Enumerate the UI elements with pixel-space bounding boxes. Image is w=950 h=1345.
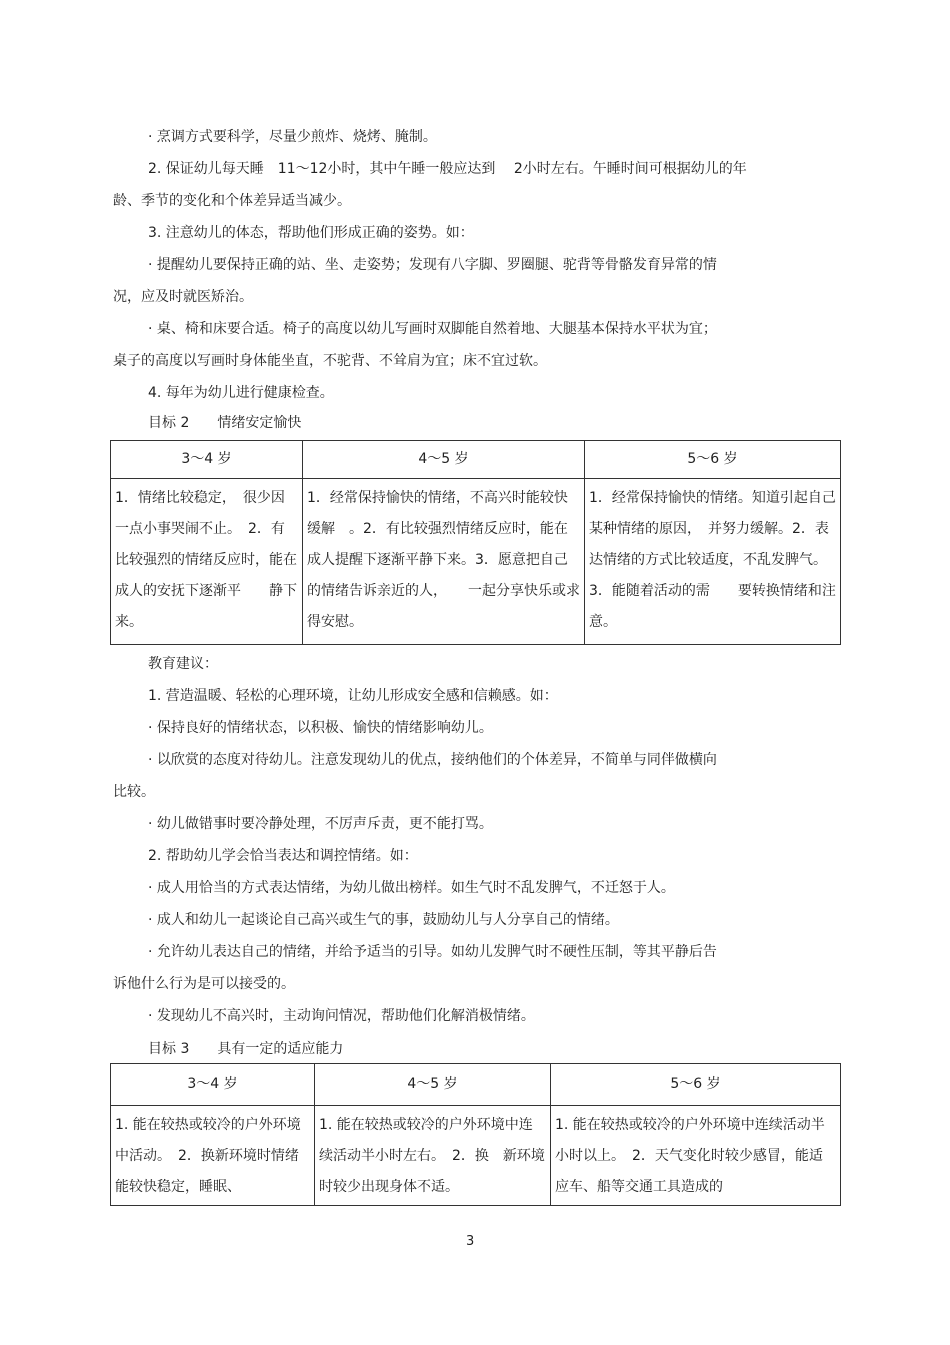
- goal-3-table: [110, 1063, 841, 1206]
- text-line: · 幼儿做错事时要冷静处理，不厉声斥责，更不能打骂。: [148, 816, 493, 832]
- table-cell: 1．经常保持愉快的情绪。知道引起自己某种情绪的原因， 并努力缓解。2．表达情绪的方式比较适度，不乱发脾气。 3．能随着活动的需 要转换情绪和注意。: [585, 479, 841, 645]
- text-line: 1. 营造温暖、轻松的心理环境，让幼儿形成安全感和信赖感。如：: [148, 688, 558, 704]
- text-line: · 保持良好的情绪状态，以积极、愉快的情绪影响幼儿。: [148, 720, 493, 736]
- text-line: 龄、季节的变化和个体差异适当减少。: [113, 193, 351, 209]
- table-cell: 1. 能在较热或较冷的户外环境中连续活动半小时左右。 2．换 新环境时较少出现身体不适。: [315, 1106, 551, 1206]
- text-line: 3. 注意幼儿的体态，帮助他们形成正确的姿势。如：: [148, 225, 474, 241]
- table-cell: 1. 能在较热或较冷的户外环境中连续活动半小时以上。 2．天气变化时较少感冒，能适应车、船等交通工具造成的: [551, 1106, 841, 1206]
- text-line: · 允许幼儿表达自己的情绪，并给予适当的引导。如幼儿发脾气时不硬性压制，等其平静后告: [148, 944, 717, 960]
- text-line: · 提醒幼儿要保持正确的站、坐、走姿势；发现有八字脚、罗圈腿、驼背等骨骼发育异常的情: [148, 257, 717, 273]
- text-line: 诉他什么行为是可以接受的。: [113, 976, 295, 992]
- table-header-age-3-4: 3～4 岁: [111, 441, 303, 479]
- table-header-age-3-4: 3～4 岁: [111, 1064, 315, 1106]
- text-line: · 烹调方式要科学，尽量少煎炸、烧烤、腌制。: [148, 129, 437, 145]
- goal-2-heading: 目标 2 情绪安定愉快: [148, 415, 302, 431]
- table-header-age-4-5: 4～5 岁: [315, 1064, 551, 1106]
- table-header-age-4-5: 4～5 岁: [303, 441, 585, 479]
- table-header-age-5-6: 5～6 岁: [585, 441, 841, 479]
- text-line: 教育建议：: [148, 656, 218, 672]
- text-line: · 成人用恰当的方式表达情绪，为幼儿做出榜样。如生气时不乱发脾气，不迁怒于人。: [148, 880, 675, 896]
- text-line: · 发现幼儿不高兴时，主动询问情况，帮助他们化解消极情绪。: [148, 1008, 535, 1024]
- text-line: 桌子的高度以写画时身体能坐直，不驼背、不耸肩为宜；床不宜过软。: [113, 353, 547, 369]
- text-line: 况，应及时就医矫治。: [113, 289, 253, 305]
- text-line: · 以欣赏的态度对待幼儿。注意发现幼儿的优点，接纳他们的个体差异，不简单与同伴做横向: [148, 752, 717, 768]
- text-line: · 成人和幼儿一起谈论自己高兴或生气的事，鼓励幼儿与人分享自己的情绪。: [148, 912, 619, 928]
- table-cell: 1．情绪比较稳定， 很少因一点小事哭闹不止。 2．有比较强烈的情绪反应时，能在成人的安抚下逐渐平 静下来。: [111, 479, 303, 645]
- text-line: 4. 每年为幼儿进行健康检查。: [148, 385, 334, 401]
- table-cell: 1. 能在较热或较冷的户外环境中活动。 2．换新环境时情绪能较快稳定，睡眠、: [111, 1106, 315, 1206]
- table-cell: 1．经常保持愉快的情绪，不高兴时能较快缓解 。2．有比较强烈情绪反应时，能在成人提醒下逐渐平静下来。3．愿意把自己的情绪告诉亲近的人， 一起分享快乐或求得安慰。: [303, 479, 585, 645]
- table-header-age-5-6: 5～6 岁: [551, 1064, 841, 1106]
- goal-2-table: [110, 440, 841, 645]
- text-line: · 桌、椅和床要合适。椅子的高度以幼儿写画时双脚能自然着地、大腿基本保持水平状为宜；: [148, 321, 717, 337]
- page-number: 3: [466, 1234, 475, 1249]
- goal-3-heading: 目标 3 具有一定的适应能力: [148, 1041, 344, 1057]
- text-line: 比较。: [113, 784, 155, 800]
- text-line: 2. 保证幼儿每天睡 11～12小时，其中午睡一般应达到 2小时左右。午睡时间可根据幼儿的年: [148, 161, 747, 177]
- text-line: 2. 帮助幼儿学会恰当表达和调控情绪。如：: [148, 848, 418, 864]
